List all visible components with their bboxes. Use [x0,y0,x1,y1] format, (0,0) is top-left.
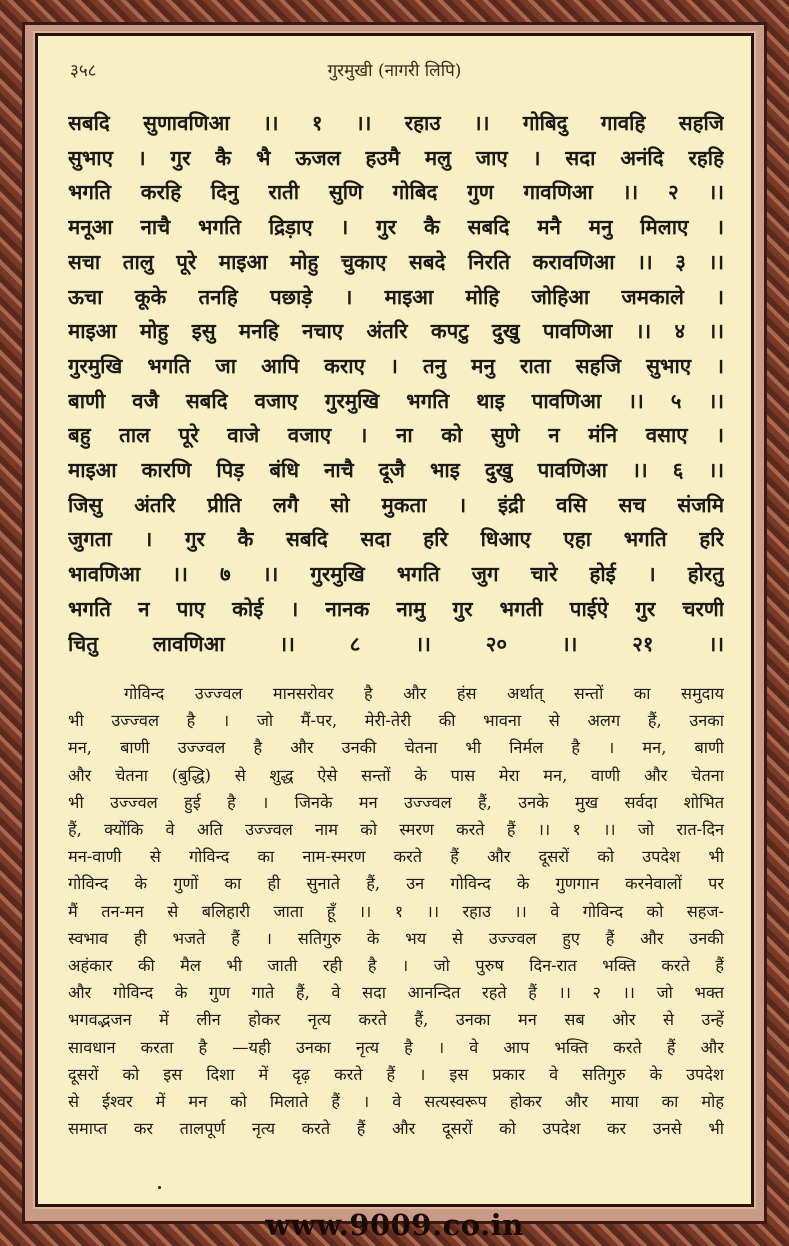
verse-line: भावणिआ ।। ७ ।। गुरमुखि भगति जुग चारे होई । होरतु [68,562,724,587]
commentary-line: भगवद्भजन में लीन होकर नृत्य करते हैं, उनका मन सब ओर से उन्हें [68,1010,724,1030]
commentary-line: दूसरों को इस दिशा में दृढ़ करते हैं । इस प्रकार वे सतिगुरु के उपदेश [68,1064,724,1084]
ink-dot [158,1186,161,1189]
commentary-line: और चेतना (बुद्धि) से शुद्ध ऐसे सन्तों के पास मेरा मन, वाणी और चेतना [68,765,724,785]
verse-line: सबदि सुणावणिआ ।। १ ।। रहाउ ।। गोबिदु गावहि सहजि [68,111,724,135]
commentary-line: समाप्त कर तालपूर्ण नृत्य करते हैं और दूसरों को उपदेश कर उनसे भी [68,1119,724,1139]
commentary-line: गोविन्द के गुणों का ही सुनाते हैं, उन गोविन्द के गुणगान करनेवालों पर [68,874,724,894]
verse-line: चितु लावणिआ ।। ८ ।। २० ।। २१ ।। [68,631,724,656]
gurbani-verse [68,106,724,661]
page-paper [38,36,751,1204]
commentary-line: भी उज्ज्वल हुई है । जिनके मन उज्ज्वल हैं, उनके मुख सर्वदा शोभित [68,792,724,812]
verse-line: बाणी वजै सबदि वजाए गुरमुखि भगति थाइ पावणिआ ।। ५ ।। [68,388,724,413]
commentary-line: सावधान करता है —यही उनका नृत्य है । वे आप भक्ति करते हैं और [68,1037,724,1057]
commentary-line: मन, बाणी उज्ज्वल है और उनकी चेतना भी निर्मल है । मन, बाणी [68,738,724,758]
verse-line: भगति करहि दिनु राती सुणि गोबिद गुण गावणिआ ।। २ ।। [68,180,724,205]
website-footer: www.9009.co.in [265,1208,524,1242]
commentary-line: हैं, क्योंकि वे अति उज्ज्वल नाम को स्मरण करते हैं ।। १ ।। जो रात-दिन [68,820,724,840]
verse-line: माइआ कारणि पिड़ बंधि नाचै दूजै भाइ दुखु पावणिआ ।। ६ ।। [68,458,724,483]
commentary-line: मैं तन-मन से बलिहारी जाता हूँ ।। १ ।। रहाउ ।। वे गोविन्द को सहज- [68,901,724,921]
verse-line: ऊचा कूके तनहि पछाड़े । माइआ मोहि जोहिआ जमकाले । [68,284,724,309]
verse-line: बहु ताल पूरे वाजे वजाए । ना को सुणे न मंनि वसाए । [68,423,724,448]
verse-line: जिसु अंतरि प्रीति लगै सो मुकता । इंद्री वसि सच संजमि [68,492,724,517]
commentary-line: भी उज्ज्वल है । जो मैं-पर, मेरी-तेरी की भावना से अलग हैं, उनका [68,711,724,731]
commentary-line: और गोविन्द के गुण गाते हैं, वे सदा आनन्दित रहते हैं ।। २ ।। जो भक्त [68,983,724,1003]
book-title: गुरमुखी (नागरी लिपि) [327,61,462,81]
verse-line: गुरमुखि भगति जा आपि कराए । तनु मनु राता सहजि सुभाए । [68,353,724,378]
verse-line: सचा तालु पूरे माइआ मोहु चुकाए सबदे निरति करावणिआ ।। ३ ।। [68,249,724,274]
commentary-line: स्वभाव ही भजते हैं । सतिगुरु के भय से उज्ज्वल हुए हैं और उनकी [68,928,724,948]
verse-line: सुभाए । गुर कै भै ऊजल हउमै मलु जाए । सदा अनंदि रहहि [68,145,724,170]
commentary-line: अहंकार की मैल भी जाती रही है । जो पुरुष दिन-रात भक्ति करते हैं [68,956,724,976]
verse-line: माइआ मोहु इसु मनहि नचाए अंतरि कपटु दुखु पावणिआ ।। ४ ।। [68,319,724,344]
commentary-line: से ईश्वर में मन को मिलाते हैं । वे सत्यस्वरूप होकर और माया का मोह [68,1092,724,1112]
commentary-line: गोविन्द उज्ज्वल मानसरोवर है और हंस अर्थात् सन्तों का समुदाय [124,684,724,703]
hindi-commentary [68,680,724,1142]
page-number: ३५८ [70,61,97,81]
commentary-line: मन-वाणी से गोविन्द का नाम-स्मरण करते हैं और दूसरों को उपदेश भी [68,847,724,867]
verse-line: भगति न पाए कोई । नानक नामु गुर भगती पाईऐ गुर चरणी [68,596,724,621]
page-header [60,54,729,84]
verse-line: जुगता । गुर कै सबदि सदा हरि धिआए एहा भगति हरि [68,527,724,552]
verse-line: मनूआ नाचै भगति द्रिड़ाए । गुर कै सबदि मनै मनु मिलाए । [68,215,724,240]
